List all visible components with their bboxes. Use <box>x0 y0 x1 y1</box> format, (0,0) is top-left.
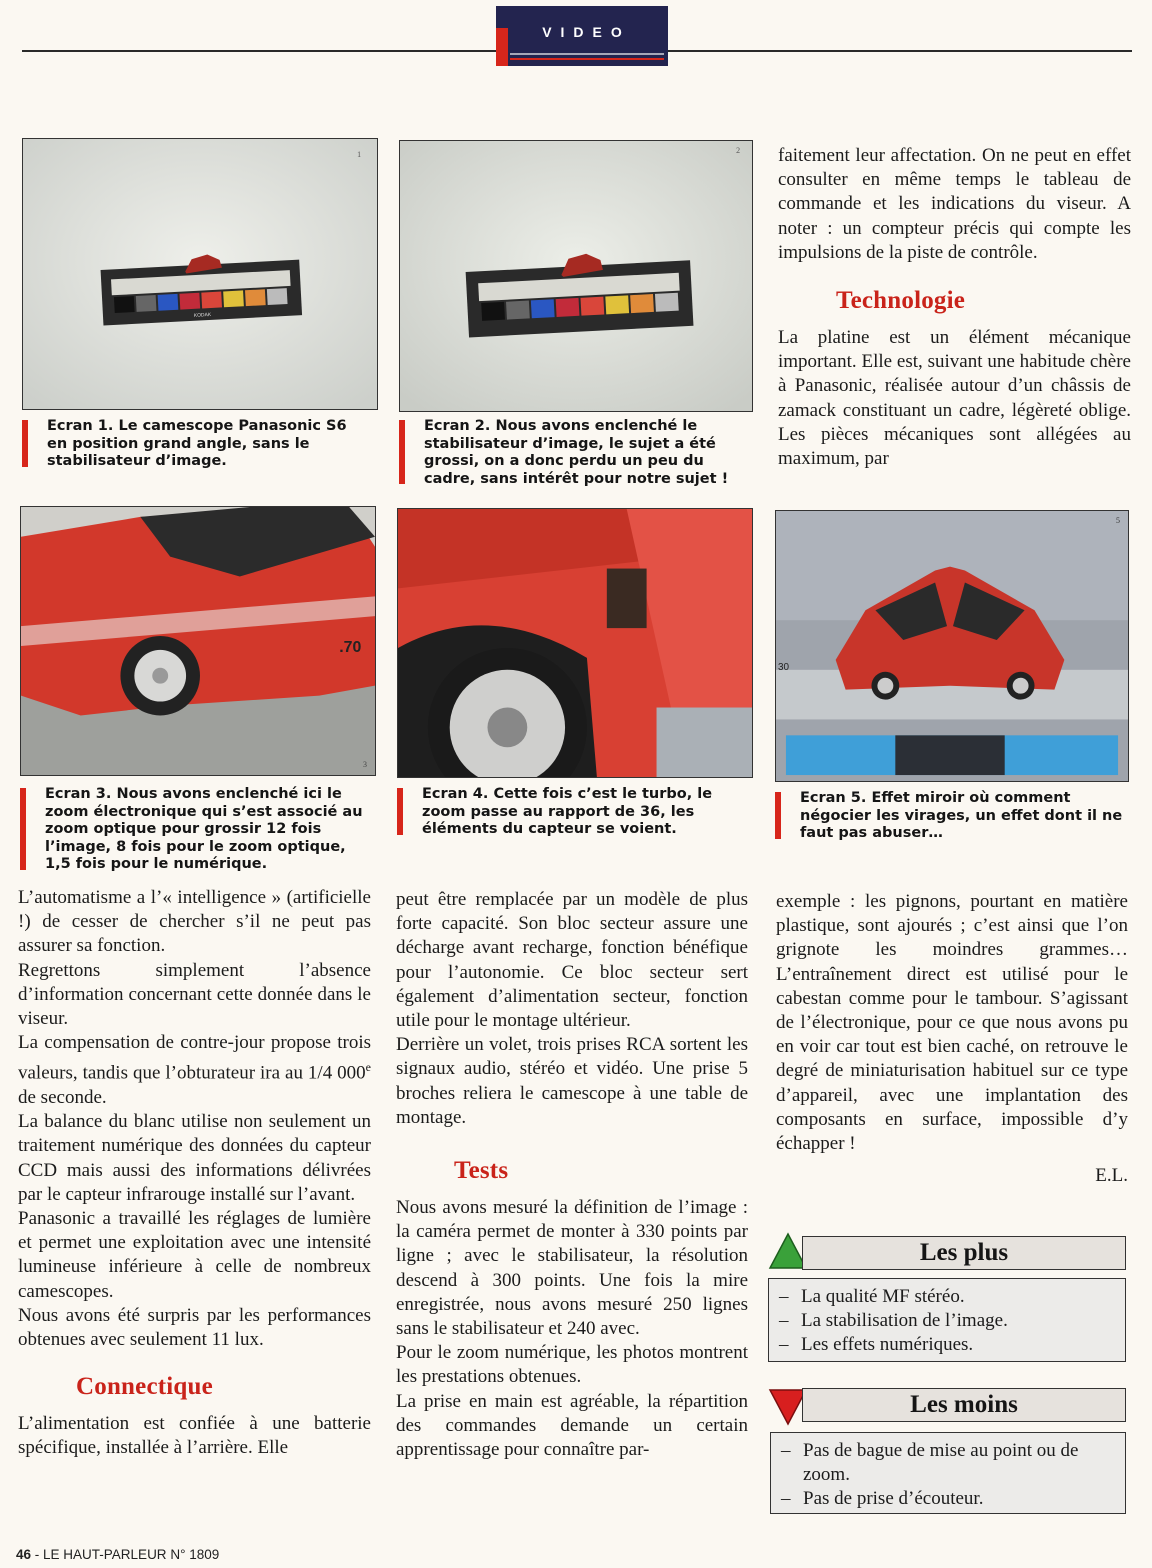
list-item: – Les effets numériques. <box>779 1333 1115 1357</box>
paragraph: La compensation de contre-jour propose trois valeurs, tandis que l’obturateur ira au 1/4 000e de seconde. <box>18 1032 371 1108</box>
heading-tests: Tests <box>454 1157 509 1185</box>
minus-box-list <box>770 1432 1126 1514</box>
photo-screen-5 <box>775 510 1129 782</box>
caption-screen-2: Ecran 2. Nous avons enclenché le stabilisateur d’image, le sujet a été grossi, on a donc perdu un peu du cadre, sans intérêt pour notre sujet ! <box>399 418 747 488</box>
paragraph: La prise en main est agréable, la répartition des commandes demande un certain apprentissage pour connaître par- <box>396 1390 748 1461</box>
paragraph: exemple : les pignons, pourtant en matière plastique, sont ajourés ; c’est ainsi que l’on grignote les moindres grammes… L’entraînement direct est utilisé pour le cabestan comme pour le tambour. S’agissant de l’électronique, pour ce que nous avons pu en voir car tout est bien caché, on retrouve le degré de miniaturisation habituel sur ce type d’appareil, avec une implantation des composants en surface, impossible d’y échapper ! <box>776 891 1128 1155</box>
paragraph: faitement leur affectation. On ne peut en effet consulter en même temps le tableau de commande et les indications du viseur. A noter : un compteur précis qui compte les impulsions de la piste de contrôle. <box>778 145 1131 263</box>
caption-screen-4: Ecran 4. Cette fois c’est le turbo, le zoom passe au rapport de 36, les éléments du capteur se voient. <box>397 786 749 839</box>
header-rule-right <box>668 50 1132 52</box>
paragraph: La platine est un élément mécanique important. Elle est, suivant une habitude chère à Panasonic, réalisée autour d’un châssis de zamack constituant un cadre, légèreté oblige. Les pièces mécaniques sont allégées au maximum, par <box>778 327 1131 470</box>
plus-box-title: Les plus <box>802 1236 1126 1270</box>
photo-number-1: 1 <box>357 149 362 159</box>
photo-screen-2 <box>399 140 753 412</box>
heading-connectique: Connectique <box>76 1373 213 1401</box>
paragraph: Pour le zoom numérique, les photos montrent les prestations obtenues. <box>396 1342 748 1388</box>
photo-screen-4 <box>397 508 753 778</box>
caption-screen-3: Ecran 3. Nous avons enclenché ici le zoom électronique qui s’est associé au zoom optique pour grossir 12 fois l’image, 8 fois pour le zoom optique, 1,5 fois pour le numérique. <box>20 786 368 874</box>
list-item: – La qualité MF stéréo. <box>779 1285 1115 1309</box>
issue-number: N° 1809 <box>166 1547 220 1562</box>
paragraph: L’automatisme a l’« intelligence » (artificielle !) de cesser de chercher s’il ne peut pas assurer sa fonction. <box>18 887 371 957</box>
plus-box-list <box>768 1278 1126 1362</box>
paragraph: L’alimentation est confiée à une batterie spécifique, installée à l’arrière. Elle <box>18 1413 371 1459</box>
paragraph: Panasonic a travaillé les réglages de lumière et permet une exploitation avec une intensité lumineuse inférieure à celle de nombreux camescopes. <box>18 1207 371 1302</box>
section-tab <box>496 6 668 66</box>
paragraph: Nous avons été surpris par les performances obtenues avec seulement 11 lux. <box>18 1304 371 1350</box>
left-column <box>18 886 371 1461</box>
section-label: VIDEO <box>542 24 631 40</box>
photo-number-5: 5 <box>1116 515 1121 525</box>
paragraph: peut être remplacée par un modèle de plus forte capacité. Son bloc secteur assure une décharge avant recharge, fonction bénéfique pour l’autonomie. Ce bloc secteur sert également d’alimentation secteur, fonction utile pour le montage ultérieur. <box>396 889 748 1032</box>
paragraph: Nous avons mesuré la définition de l’image : la caméra permet de monter à 330 points par ligne ; avec le stabilisateur, la résolution descend à 300 points. Une fois la mire enregistrée, nous avons mesuré 250 lignes sans le stabilisateur et 240 avec. <box>396 1197 748 1340</box>
header-rule-left <box>22 50 500 52</box>
minus-box-title: Les moins <box>802 1388 1126 1422</box>
floor-mark: 30 <box>777 661 790 673</box>
caption-screen-5: Ecran 5. Effet miroir où comment négocier les virages, un effet dont il ne faut pas abuser… <box>775 790 1125 843</box>
svg-text:KODAK: KODAK <box>193 312 212 319</box>
list-item: – La stabilisation de l’image. <box>779 1309 1115 1333</box>
author-signature: E.L. <box>1095 1165 1128 1187</box>
paragraph: Derrière un volet, trois prises RCA sortent les signaux audio, stéréo et vidéo. Une prise 5 broches reliera le camescope à une table de montage. <box>396 1034 748 1128</box>
list-item: – Pas de bague de mise au point ou de zoom. <box>781 1439 1115 1487</box>
list-item: – Pas de prise d’écouteur. <box>781 1487 1115 1511</box>
page-number: 46 <box>16 1547 32 1562</box>
license-plate: .70 <box>339 638 362 656</box>
heading-technologie: Technologie <box>836 287 966 315</box>
paragraph: La balance du blanc utilise non seulement un traitement numérique des données du capteur CCD mais aussi des informations délivrées par le capteur infrarouge installé sur l’avant. <box>18 1111 371 1205</box>
photo-screen-1 <box>22 138 378 410</box>
photo-number-2: 2 <box>736 145 741 155</box>
middle-column <box>396 888 748 1462</box>
right-column-top <box>778 144 1131 471</box>
publication-name: LE HAUT-PARLEUR <box>43 1547 167 1562</box>
page-footer: 46 - LE HAUT-PARLEUR N° 1809 <box>16 1547 220 1562</box>
paragraph: Regrettons simplement l’absence d’information concernant cette donnée dans le viseur. <box>18 959 371 1030</box>
photo-screen-3 <box>20 506 376 776</box>
right-column-bottom <box>776 890 1128 1188</box>
caption-screen-1: Ecran 1. Le camescope Panasonic S6 en position grand angle, sans le stabilisateur d’image. <box>22 418 367 471</box>
photo-number-3: 3 <box>363 760 368 770</box>
